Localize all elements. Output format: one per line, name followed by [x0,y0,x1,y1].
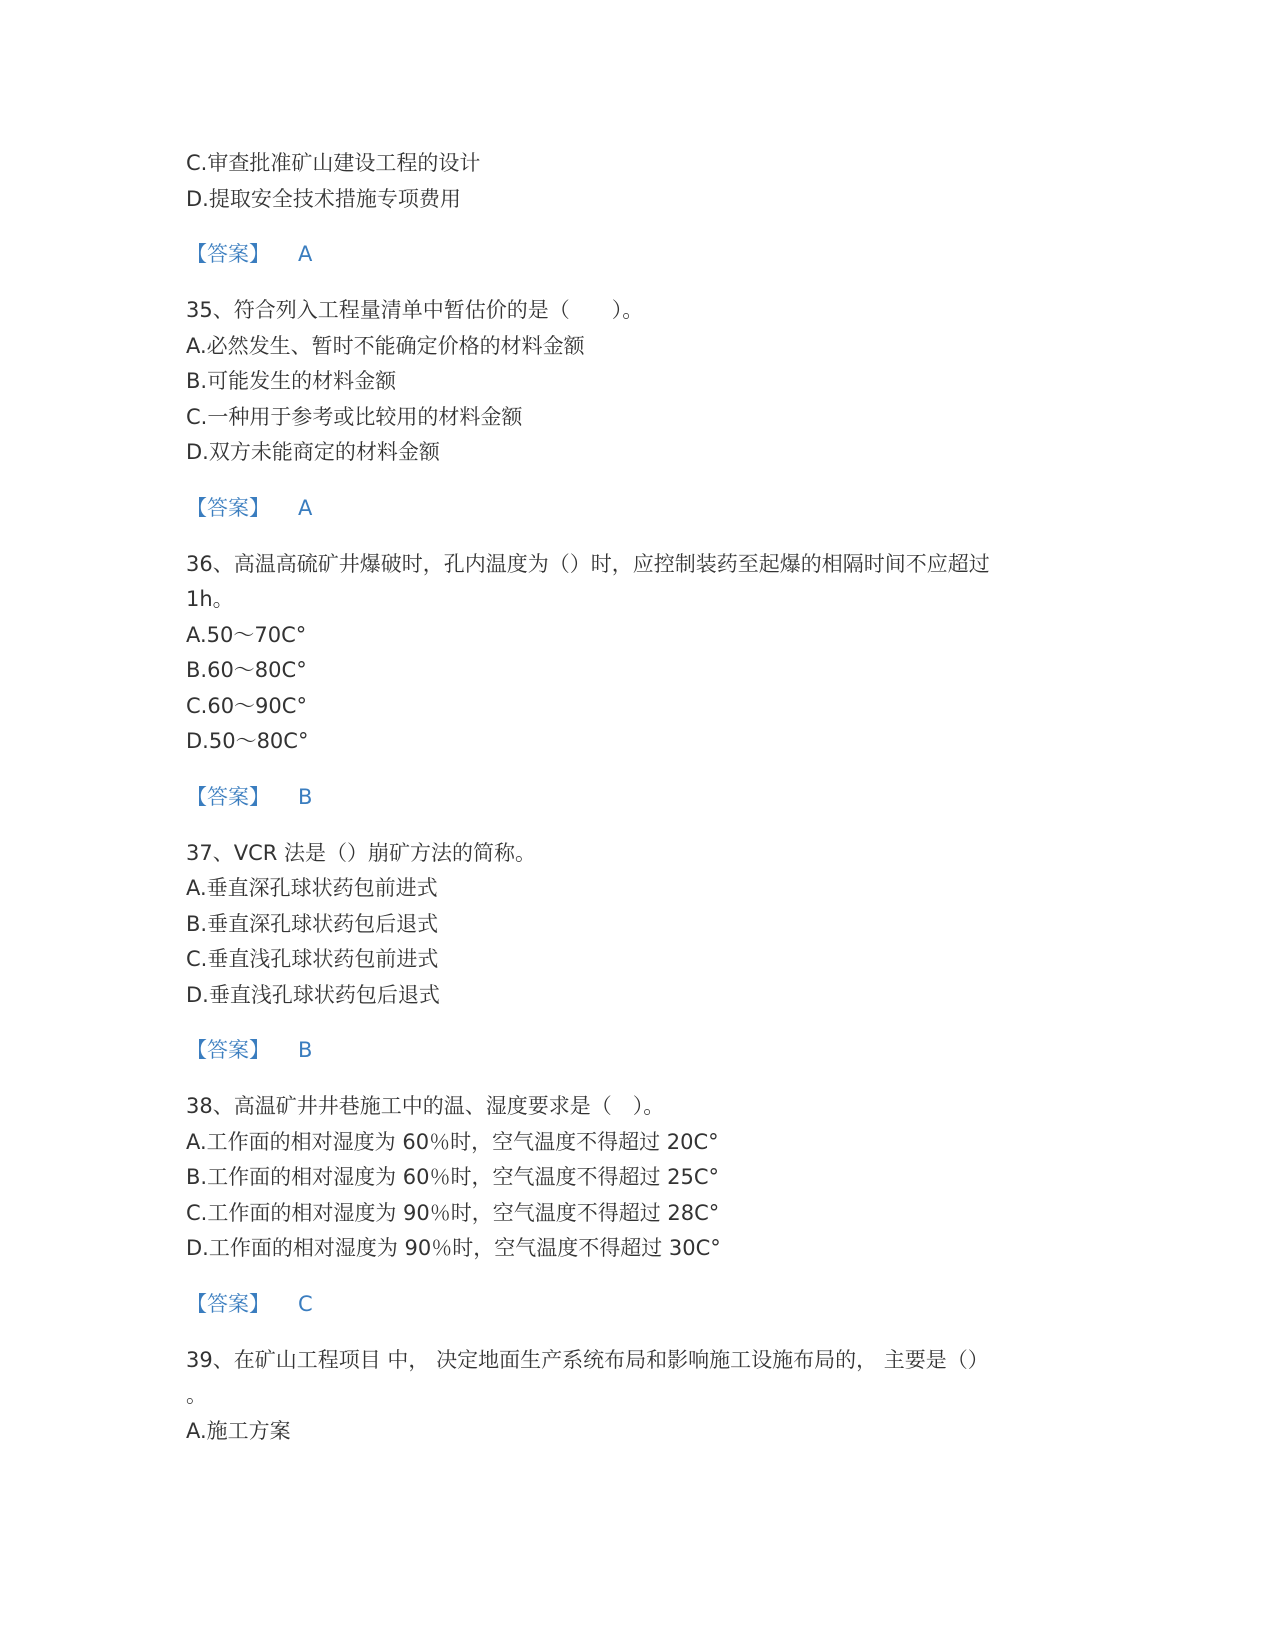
answer-row [186,491,1066,526]
question-text-line-1: 36、高温高硫矿井爆破时，孔内温度为（）时，应控制装药至起爆的相隔时间不应超过 [186,551,990,576]
answer-value: B [298,784,313,809]
question-block-34 [186,146,1066,272]
answer-label: 【答案】 [186,242,270,266]
answer-value: B [298,1038,313,1062]
question-text: 35、符合列入工程量清单中暂估价的是（ ）。 [186,298,644,322]
question-text-line-2: 1h。 [186,587,234,611]
answer-label: 【答案】 [186,784,270,809]
option-d: D.双方未能商定的材料金额 [186,440,440,464]
option-d: D.50～80C° [186,729,309,753]
option-d: D.工作面的相对湿度为 90％时，空气温度不得超过 30C° [186,1236,721,1260]
answer-label: 【答案】 [186,1291,270,1316]
option-a: A.50～70C° [186,622,307,647]
answer-row [186,237,1066,272]
option-c: C.审查批准矿山建设工程的设计 [186,151,481,175]
answer-row [186,1287,1066,1322]
option-a: A.施工方案 [186,1418,291,1443]
option-c: C.垂直浅孔球状药包前进式 [186,947,439,971]
option-a: A.必然发生、暂时不能确定价格的材料金额 [186,333,585,358]
option-b: B.60～80C° [186,658,307,682]
answer-row [186,780,1066,815]
option-c: C.60～90C° [186,693,307,718]
answer-value: A [298,242,313,266]
answer-value: A [298,495,313,520]
option-a: A.垂直深孔球状药包前进式 [186,876,438,900]
option-a: A.工作面的相对湿度为 60％时，空气温度不得超过 20C° [186,1129,719,1154]
option-b: B.垂直深孔球状药包后退式 [186,911,439,936]
question-block-37 [186,836,1066,1069]
question-text: 37、VCR 法是（）崩矿方法的简称。 [186,840,537,865]
answer-value: C [298,1291,313,1316]
option-b: B.可能发生的材料金额 [186,369,397,393]
question-text: 38、高温矿井井巷施工中的温、湿度要求是（ ）。 [186,1094,665,1118]
option-c: C.工作面的相对湿度为 90％时，空气温度不得超过 28C° [186,1200,720,1225]
answer-row [186,1033,1066,1068]
document-page [186,146,1066,1449]
question-block-35 [186,293,1066,526]
option-d: D.垂直浅孔球状药包后退式 [186,982,440,1007]
option-d: D.提取安全技术措施专项费用 [186,186,461,211]
question-text-line-2: 。 [186,1383,207,1407]
question-text-line-1: 39、在矿山工程项目 中， 决定地面生产系统布局和影响施工设施布局的， 主要是（） [186,1347,989,1372]
answer-label: 【答案】 [186,495,270,520]
question-block-38 [186,1089,1066,1322]
option-b: B.工作面的相对湿度为 60％时，空气温度不得超过 25C° [186,1165,720,1189]
question-block-36 [186,547,1066,815]
option-c: C.一种用于参考或比较用的材料金额 [186,404,523,429]
question-block-39 [186,1343,1066,1450]
answer-label: 【答案】 [186,1038,270,1062]
